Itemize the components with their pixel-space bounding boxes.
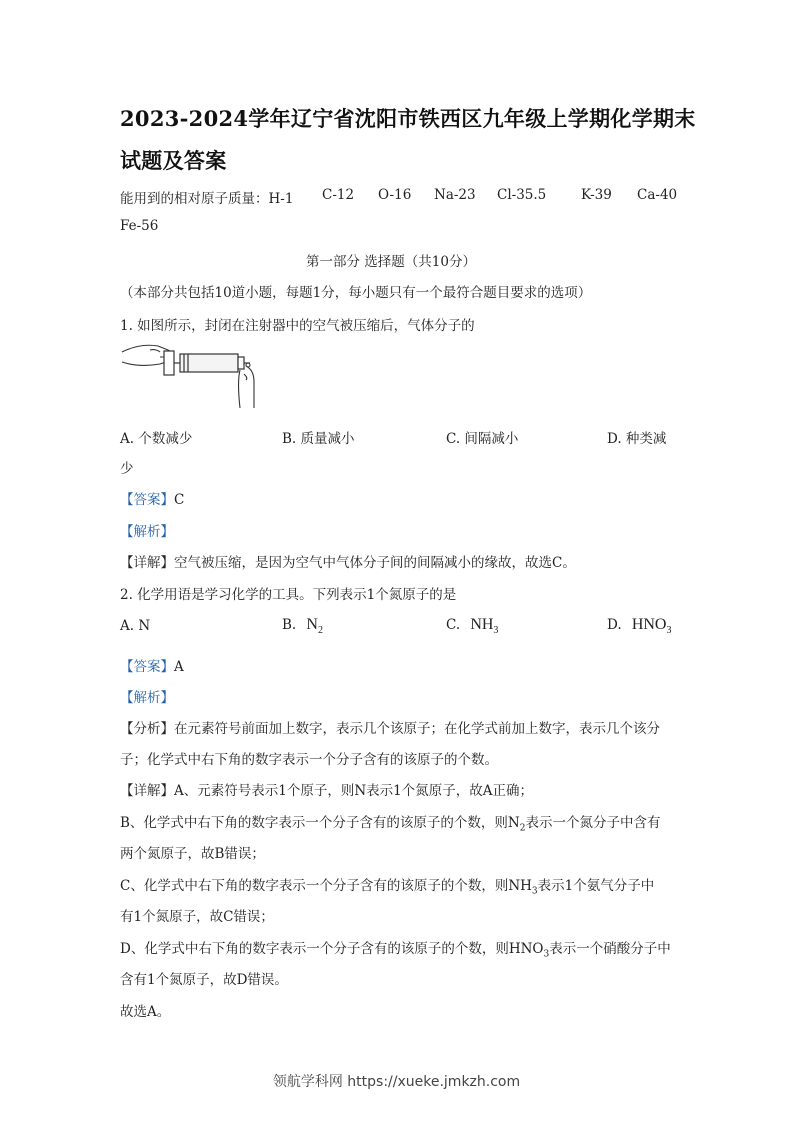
- q2-option-b: [282, 614, 323, 636]
- q1-option-a: A. 个数减少: [120, 431, 193, 447]
- mass-na: Na-23: [434, 187, 476, 203]
- q2-answer-value: A: [174, 659, 184, 675]
- q2-option-d-formula: [631, 616, 672, 637]
- q2-option-c-formula: [470, 616, 499, 637]
- q1-detail-text: 空气被压缩，是因为空气中气体分子间的间隔减小的缘故，故选C。: [174, 555, 576, 571]
- q2-detail-d-line2: 含有1个氮原子，故D错误。: [120, 972, 288, 988]
- q2-option-d-symbol: HNO: [631, 616, 667, 633]
- q2-detail-d-post: 表示一个硝酸分子中: [549, 941, 671, 957]
- mass-o: O-16: [378, 187, 412, 203]
- q2-option-c-subscript: 3: [493, 625, 499, 637]
- document-title-line1: 2023-2024学年辽宁省沈阳市铁西区九年级上学期化学期末: [120, 106, 696, 131]
- q2-option-b-formula: [306, 616, 323, 637]
- q2-detail-tag: 【详解】: [120, 783, 174, 799]
- q2-detail-c-line2: 有1个氮原子，故C错误；: [120, 909, 274, 925]
- q2-detail-c-post: 表示1个氨气分子中: [537, 878, 655, 894]
- q2-fenxi-tag: 【分析】: [120, 721, 174, 737]
- mass-fe: Fe-56: [120, 218, 159, 234]
- q2-option-b-subscript: 2: [317, 625, 323, 637]
- right-hand-icon: [239, 363, 255, 408]
- atomic-masses-label: [120, 187, 293, 207]
- q1-answer: [120, 488, 184, 508]
- q2-option-a-formula: N: [138, 618, 151, 634]
- q2-detail-c-sub: 3: [531, 886, 538, 897]
- q2-option-d-subscript: 3: [666, 625, 672, 637]
- mass-h: H-1: [268, 191, 294, 207]
- q2-option-a-label: A.: [120, 618, 135, 634]
- q1-detail: [120, 551, 576, 571]
- q2-answer: [120, 655, 184, 675]
- q2-fenxi-line1: [120, 717, 660, 737]
- q1-option-c: C. 间隔减小: [446, 431, 519, 447]
- mass-k: K-39: [581, 187, 612, 203]
- q2-fenxi-line2: 子；化学式中右下角的数字表示一个分子含有的该原子的个数。: [120, 752, 498, 768]
- q2-detail-b-post: 表示一个氮分子中含有: [525, 815, 661, 831]
- mass-ca: Ca-40: [637, 187, 678, 203]
- q1-option-d-cont: 少: [120, 461, 134, 477]
- footer-watermark: 领航学科网 https://xueke.jmkzh.com: [272, 1074, 521, 1090]
- q2-option-b-symbol: N: [306, 616, 318, 633]
- syringe-figure: [120, 338, 260, 410]
- q2-detail-b-pre: B、化学式中右下角的数字表示一个分子含有的该原子的个数，则N: [120, 815, 520, 831]
- q2-option-c: [446, 614, 498, 636]
- q2-option-c-label: C.: [446, 617, 461, 633]
- q2-detail-b-line2: 两个氮原子，故B错误；: [120, 846, 265, 862]
- q1-option-d: D. 种类减: [607, 431, 667, 447]
- q2-detail-a-text: A、元素符号表示1个原子，则N表示1个氮原子，故A正确；: [174, 783, 533, 799]
- q2-detail-b-sub: 2: [519, 823, 526, 834]
- q2-option-d: [607, 614, 671, 636]
- atomic-masses-prefix: 能用到的相对原子质量：: [120, 191, 269, 207]
- section-note: （本部分共包括10道小题，每题1分，每小题只有一个最符合题目要求的选项）: [120, 285, 592, 301]
- mass-cl: Cl-35.5: [497, 187, 547, 203]
- q2-option-a: [120, 618, 150, 634]
- q2-detail-c-pre: C、化学式中右下角的数字表示一个分子含有的该原子的个数，则NH: [120, 878, 532, 894]
- q2-detail-c-line1: [120, 874, 654, 897]
- q2-detail-b-line1: [120, 811, 660, 834]
- q2-stem: 2. 化学用语是学习化学的工具。下列表示1个氮原子的是: [120, 587, 457, 603]
- q1-detail-tag: 【详解】: [120, 555, 174, 571]
- document-title-line2: 试题及答案: [120, 148, 227, 173]
- q2-option-c-symbol: NH: [470, 616, 494, 633]
- q2-analysis-tag: 【解析】: [120, 690, 174, 706]
- q2-detail-d-pre: D、化学式中右下角的数字表示一个分子含有的该原子的个数，则HNO: [120, 941, 544, 957]
- section-heading: 第一部分 选择题（共10分）: [306, 254, 476, 270]
- q2-detail-a: [120, 779, 533, 799]
- q2-answer-tag: 【答案】: [120, 659, 174, 675]
- q2-conclusion: 故选A。: [120, 1004, 171, 1020]
- q2-option-b-label: B.: [282, 617, 297, 633]
- q1-analysis-tag: 【解析】: [120, 524, 174, 540]
- q2-option-d-label: D.: [607, 617, 622, 633]
- q1-stem: 1. 如图所示，封闭在注射器中的空气被压缩后，气体分子的: [120, 318, 475, 334]
- q1-answer-value: C: [174, 492, 185, 508]
- q2-detail-d-line1: [120, 937, 671, 960]
- q2-detail-d-sub: 3: [543, 949, 550, 960]
- syringe-icon: [164, 351, 250, 375]
- mass-c: C-12: [322, 187, 355, 203]
- q1-option-b: B. 质量减小: [282, 431, 355, 447]
- q2-fenxi-text1: 在元素符号前面加上数字，表示几个该原子；在化学式前加上数字，表示几个该分: [174, 721, 660, 737]
- q1-answer-tag: 【答案】: [120, 492, 174, 508]
